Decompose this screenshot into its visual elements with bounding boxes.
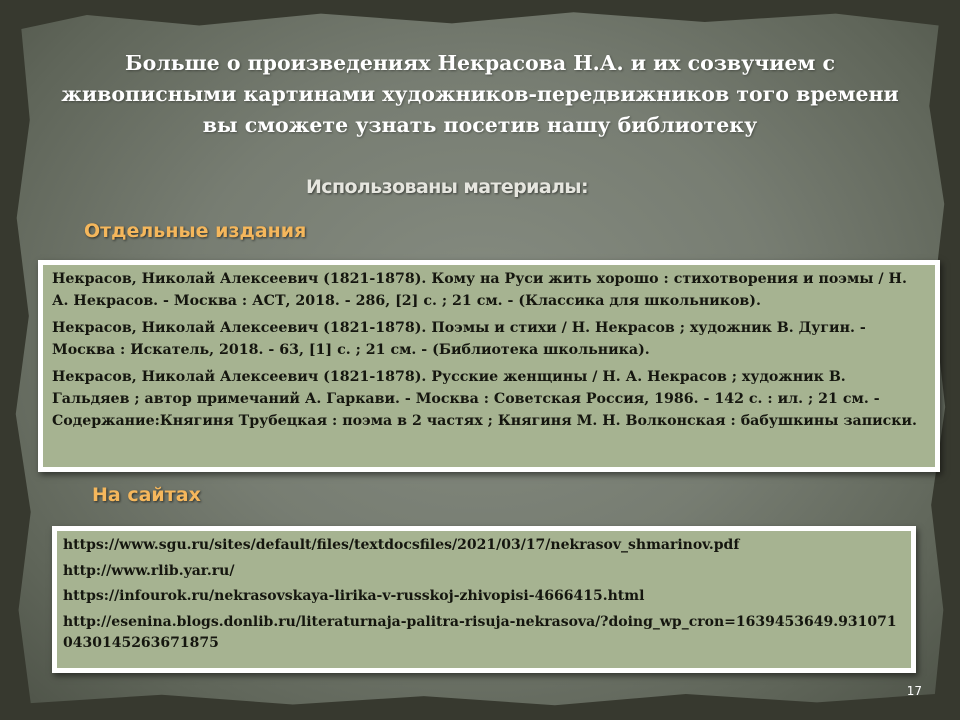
book-entry: Некрасов, Николай Алексеевич (1821-1878). Поэмы и стихи / Н. Некрасов ; художник В. Дугин. - Москва : Искатель, 2018. - 63, [1] с. ; 21 см. - (Библиотека школьника). [52, 320, 866, 358]
book-entry: Некрасов, Николай Алексеевич (1821-1878). Русские женщины / Н. А. Некрасов ; художник В. Гальдяев ; автор примечаний А. Гаркави. - Москва : Советская Россия, 1986. - 142 с. : ил. ; 21 см. - Содержание:Княгиня Трубецкая : поэма в 2 частях ; Княгиня М. Н. Волконская : бабушкины записки. [52, 369, 917, 429]
site-link[interactable]: http://esenina.blogs.donlib.ru/literaturnaja-palitra-risuja-nekrasova/?doing_wp_cron=1639453649.9310710430145263671875 [63, 613, 897, 652]
site-link[interactable]: https://infourok.ru/nekrasovskaya-lirika-v-russkoj-zhivopisi-4666415.html [63, 588, 645, 605]
book-entry: Некрасов, Николай Алексеевич (1821-1878). Кому на Руси жить хорошо : стихотворения и поэмы / Н. А. Некрасов. - Москва : АСТ, 2018. - 286, [2] с. ; 21 см. - (Классика для школьников). [52, 271, 907, 309]
books-heading: Отдельные издания [84, 220, 307, 242]
page-number: 17 [906, 684, 922, 698]
site-link[interactable]: https://www.sgu.ru/sites/default/files/textdocsfiles/2021/03/17/nekrasov_shmarinov.pdf [63, 537, 740, 553]
books-list [38, 260, 940, 472]
sites-list [52, 526, 916, 673]
site-link[interactable]: http://www.rlib.yar.ru/ [63, 562, 235, 579]
materials-heading: Использованы материалы: [305, 176, 589, 198]
slide-title: Больше о произведениях Некрасова Н.А. и их созвучием с живописными картинами художников-передвижников того времени вы сможете узнать посетив нашу библиотеку [61, 51, 899, 137]
sites-heading: На сайтах [92, 484, 201, 506]
